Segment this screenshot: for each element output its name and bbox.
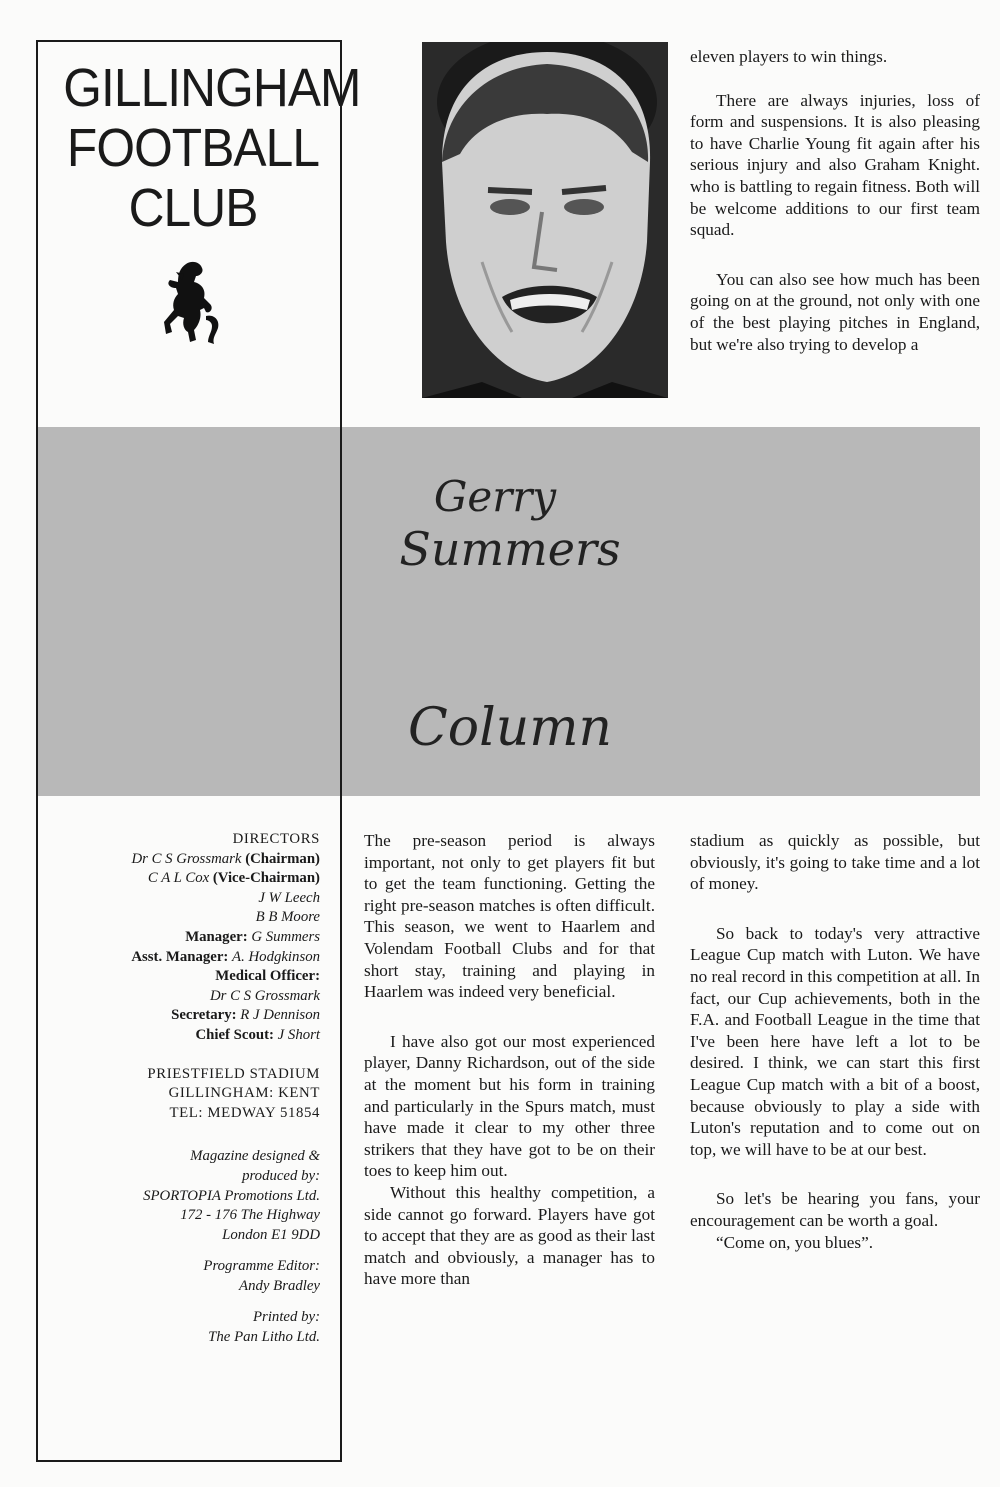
article-column-top-right: [690, 46, 980, 355]
article-paragraph: eleven players to win things.: [690, 47, 888, 66]
staff-entry: Secretary: R J Dennison: [171, 1007, 320, 1024]
credit-line: SPORTOPIA Promotions Ltd.: [143, 1187, 320, 1204]
club-title-line: FOOTBALL: [66, 118, 320, 178]
portrait-photo: [422, 42, 668, 398]
article-paragraph: stadium as quickly as possible, but obviously, it's going to take time and a lot of money.: [690, 831, 980, 894]
club-title-line: CLUB: [128, 178, 258, 238]
address-line: TEL: MEDWAY 51854: [169, 1104, 320, 1121]
article-paragraph: I have also got our most experienced player, Danny Richardson, out of the side at the moment but his form in training and particularly in the Spurs match, must have made it clear to my other three strikers that they have got to be on their toes to keep him out.: [364, 1031, 655, 1181]
article-paragraph: You can also see how much has been going on at the ground, not only with one of the best playing pitches in England, but we're also trying to develop a: [690, 269, 980, 354]
article-column-bottom-right: [690, 830, 980, 1253]
staff-entry: Medical Officer:: [215, 968, 320, 985]
heading-column-word: Column: [407, 698, 612, 758]
rampant-horse-icon: [148, 258, 230, 348]
article-column-middle: [364, 830, 655, 1290]
heading-first-name: Gerry: [433, 472, 557, 521]
credit-line: produced by:: [242, 1167, 320, 1184]
staff-entry: Manager: G Summers: [185, 928, 320, 945]
manager-photo: [422, 42, 668, 398]
club-directory: [60, 830, 320, 1348]
staff-entry: Asst. Manager: A. Hodgkinson: [131, 948, 320, 965]
staff-entry: Chief Scout: J Short: [195, 1026, 320, 1043]
panel-band-section: [36, 427, 342, 796]
article-paragraph: Without this healthy competition, a side cannot go forward. Players have got to accept that they are as good as their last match and obviously, a manager has to have more than: [364, 1182, 655, 1289]
article-paragraph: So let's be hearing you fans, your encouragement can be worth a goal.: [690, 1189, 980, 1230]
club-title: [63, 58, 361, 238]
credit-line: Magazine designed &: [190, 1148, 320, 1165]
directors-heading: DIRECTORS: [232, 831, 320, 847]
credit-line: London E1 9DD: [222, 1226, 320, 1243]
credit-line: The Pan Litho Ltd.: [208, 1329, 320, 1346]
credit-line: Printed by:: [253, 1309, 320, 1326]
director-entry: B B Moore: [255, 909, 320, 926]
club-title-line: GILLINGHAM: [63, 58, 361, 118]
director-entry: J W Leech: [258, 889, 320, 906]
article-paragraph: The pre-season period is always important, not only to get players fit but to get the team functioning. Getting the right pre-season matches is often difficult. This season, we went to Haarlem and Volendam Football Clubs and for that short stay, training and playing in Haarlem was indeed very beneficial.: [364, 831, 655, 1002]
heading-last-name: Summers: [399, 522, 621, 576]
director-entry: C A L Cox (Vice-Chairman): [147, 870, 320, 887]
director-entry: Dr C S Grossmark (Chairman): [131, 850, 320, 867]
credit-line: Programme Editor:: [203, 1258, 320, 1275]
credit-line: Andy Bradley: [239, 1277, 320, 1294]
article-paragraph: “Come on, you blues”.: [716, 1232, 874, 1252]
article-paragraph: There are always injuries, loss of form and suspensions. It is also pleasing to have Charlie Young fit again after his serious injury and also Graham Knight. who is battling to regain fitness. Both will be welcome additions to our first team squad.: [690, 90, 980, 240]
address-line: GILLINGHAM: KENT: [168, 1085, 320, 1102]
credit-line: 172 - 176 The Highway: [180, 1207, 320, 1224]
address-line: PRIESTFIELD STADIUM: [147, 1065, 320, 1082]
staff-entry: Dr C S Grossmark: [209, 987, 320, 1004]
article-paragraph: So back to today's very attractive League Cup match with Luton. We have no real record in this competition at all. In fact, our Cup achievements, both in the F.A. and Football League in the time that I've been here have left a lot to be desired. I think, we can start this first League Cup match with a bit of a boost, because obviously to play a side with Luton's reputation and to come out on top, we will have to be at our best.: [690, 923, 980, 1159]
